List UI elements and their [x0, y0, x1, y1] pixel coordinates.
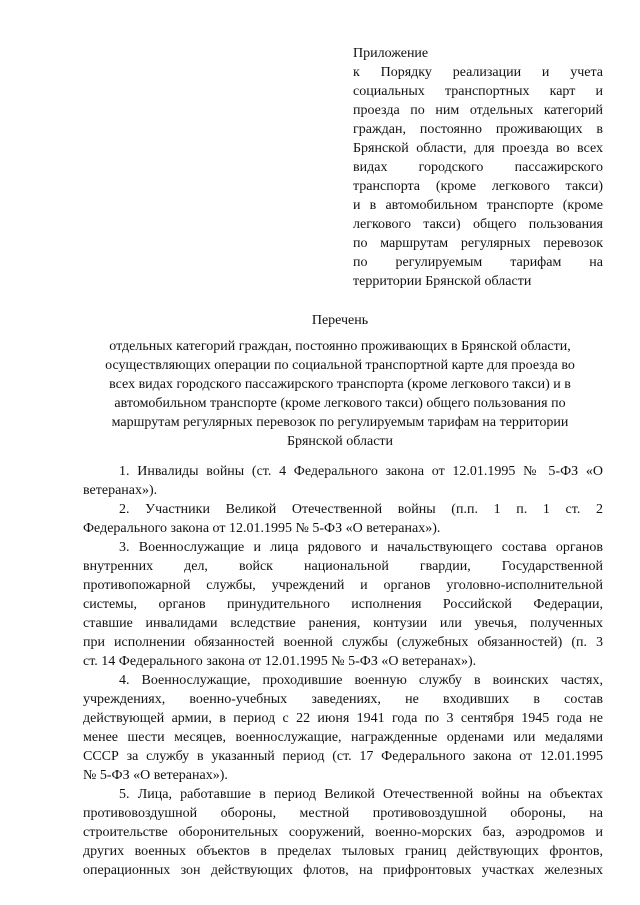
item-line: 1. Инвалиды войны (ст. 4 Федерального закона от 12.01.1995 № 5-ФЗ «О [119, 464, 603, 479]
appendix-line: транспорта (кроме легкового такси) [353, 179, 603, 194]
appendix-line: социальных транспортных карт и [353, 84, 603, 99]
appendix-line: по регулируемым тарифам на [353, 255, 603, 270]
title-heading: Перечень [311, 313, 369, 328]
list-item [83, 462, 603, 500]
title-line: осуществляющих операции по социальной транспортной карте для проезда во [105, 358, 575, 373]
document-title [80, 311, 600, 451]
item-line: системы, органов принудительного исполнения Российской Федерации, [83, 597, 603, 612]
item-line: строительстве оборонительных сооружений, военно-морских баз, аэродромов и [83, 825, 603, 840]
item-line: СССР за службу в указанный период (ст. 17 Федерального закона от 12.01.1995 [83, 749, 603, 764]
item-line: действующей армии, в период с 22 июня 1941 года по 3 сентября 1945 года не [83, 711, 603, 726]
item-line: 3. Военнослужащие и лица рядового и начальствующего состава органов [119, 540, 603, 555]
item-line: ставшие инвалидами вследствие ранения, контузии или увечья, полученных [83, 616, 603, 631]
item-line: 5. Лица, работавшие в период Великой Отечественной войны на объектах [119, 787, 603, 802]
item-line: ст. 14 Федерального закона от 12.01.1995 № 5-ФЗ «О ветеранах»). [83, 654, 477, 669]
list-item [83, 500, 603, 538]
appendix-line: и в автомобильном транспорте (кроме [353, 198, 603, 213]
appendix-line: граждан, постоянно проживающих в [353, 122, 603, 137]
item-line: № 5-ФЗ «О ветеранах»). [83, 768, 228, 783]
title-line: всех видах городского пассажирского транспорта (кроме легкового такси) и в [109, 377, 571, 392]
item-line: Федерального закона от 12.01.1995 № 5-ФЗ «О ветеранах»). [83, 521, 441, 536]
title-line: автомобильном транспорте (кроме легкового такси) общего пользования по [114, 396, 566, 411]
appendix-line: видах городского пассажирского [353, 160, 603, 175]
item-line: ветеранах»). [83, 483, 158, 498]
appendix-line: территории Брянской области [353, 274, 532, 289]
appendix-line: к Порядку реализации и учета [353, 65, 603, 80]
item-line: противовоздушной обороны, местной противовоздушной обороны, на [83, 806, 603, 821]
appendix-line: легкового такси) общего пользования [353, 217, 603, 232]
item-line: внутренних дел, войск национальной гвардии, Государственной [83, 559, 603, 574]
appendix-line: по маршрутам регулярных перевозок [353, 236, 603, 251]
appendix-line: Брянской области, для проезда во всех [353, 141, 603, 156]
category-list [83, 462, 603, 880]
item-line: учреждениях, военно-учебных заведениях, не входивших в состав [83, 692, 603, 707]
appendix-line: Приложение [353, 46, 429, 61]
title-line: отдельных категорий граждан, постоянно проживающих в Брянской области, [109, 339, 571, 354]
appendix-header [353, 44, 603, 291]
list-item [83, 671, 603, 785]
item-line: операционных зон действующих флотов, на прифронтовых участках железных [83, 863, 603, 878]
list-item [83, 538, 603, 671]
item-line: 2. Участники Великой Отечественной войны (п.п. 1 п. 1 ст. 2 [119, 502, 603, 517]
item-line: при исполнении обязанностей военной службы (служебных обязанностей) (п. 3 [83, 635, 603, 650]
title-line: маршрутам регулярных перевозок по регулируемым тарифам на территории [111, 415, 569, 430]
appendix-line: проезда по ним отдельных категорий [353, 103, 603, 118]
item-line: 4. Военнослужащие, проходившие военную службу в воинских частях, [119, 673, 603, 688]
title-line: Брянской области [286, 434, 394, 449]
list-item [83, 785, 603, 880]
item-line: противопожарной службы, учреждений и органов уголовно-исполнительной [83, 578, 603, 593]
item-line: других военных объектов в пределах тыловых границ действующих фронтов, [83, 844, 603, 859]
item-line: менее шести месяцев, военнослужащие, награжденные орденами или медалями [83, 730, 603, 745]
